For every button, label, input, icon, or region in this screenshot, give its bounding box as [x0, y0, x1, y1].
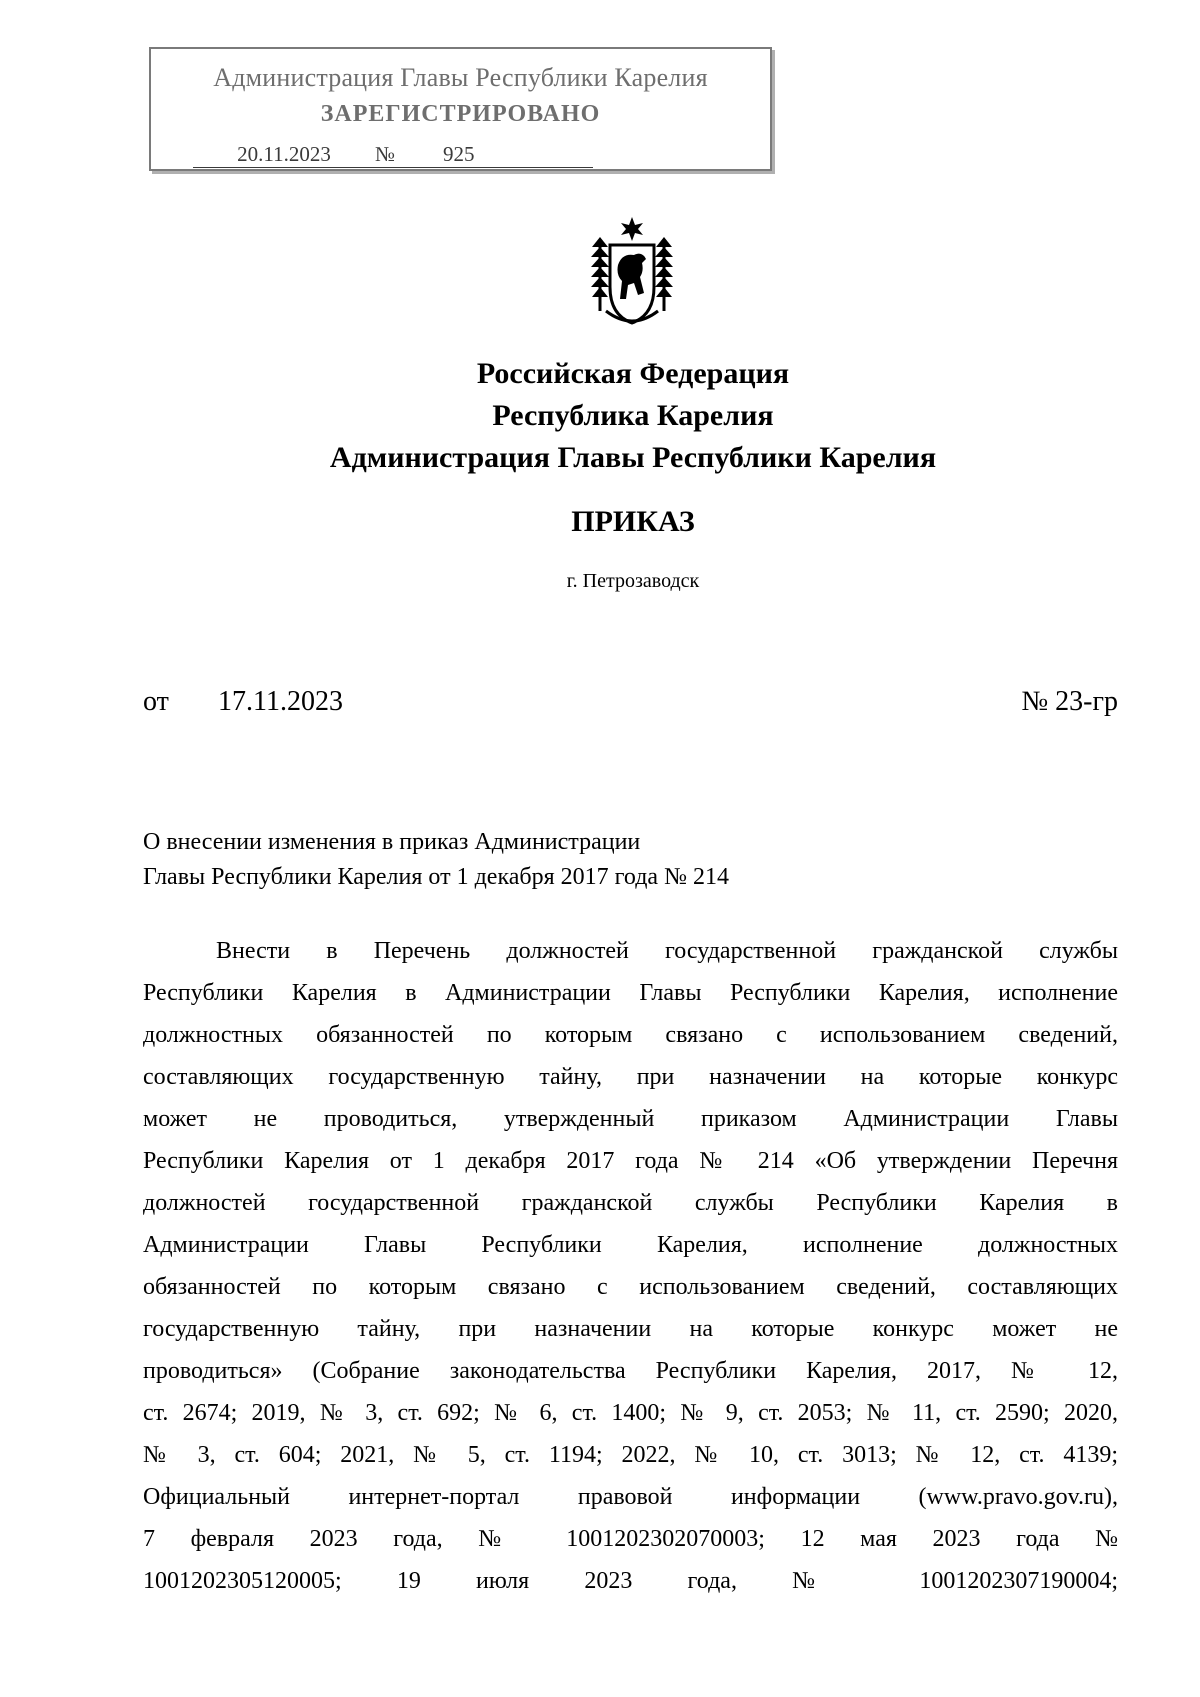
subject-line: Главы Республики Карелия от 1 декабря 2017 года № 214 [143, 864, 729, 890]
order-number: № 23-гр [1021, 686, 1118, 717]
stamp-registration-line [193, 142, 593, 168]
body-line: Администрации Главы Республики Карелия, исполнение должностных [143, 1232, 1118, 1258]
header-country: Российская Федерация [476, 357, 790, 390]
body-line: 1001202305120005; 19 июля 2023 года, № 1001202307190004; [143, 1568, 1118, 1594]
order-body [143, 930, 1118, 1602]
stamp-date: 20.11.2023 [193, 142, 375, 168]
body-line: может не проводиться, утвержденный приказом Администрации Главы [143, 1106, 1118, 1132]
stamp-organization: Администрация Главы Республики Карелия [213, 63, 708, 92]
body-line: Внести в Перечень должностей государственной гражданской службы [216, 938, 1118, 964]
body-line: составляющих государственную тайну, при назначении на которые конкурс [143, 1064, 1118, 1090]
document-type: ПРИКАЗ [571, 505, 695, 538]
body-line: должностных обязанностей по которым связано с использованием сведений, [143, 1022, 1118, 1048]
body-line: должностей государственной гражданской службы Республики Карелия в [143, 1190, 1118, 1216]
body-line: Республики Карелия от 1 декабря 2017 года № 214 «Об утверждении Перечня [143, 1148, 1118, 1174]
body-line: государственную тайну, при назначении на которые конкурс может не [143, 1316, 1118, 1342]
coat-of-arms-icon [586, 215, 678, 327]
order-details [143, 686, 1118, 726]
stamp-number: 925 [403, 142, 593, 168]
registration-stamp [149, 47, 772, 171]
body-line: проводиться» (Собрание законодательства Республики Карелия, 2017, № 12, [143, 1358, 1118, 1384]
order-from-label: от [143, 686, 169, 717]
body-line: № 3, ст. 604; 2021, № 5, ст. 1194; 2022, № 10, ст. 3013; № 12, ст. 4139; [143, 1442, 1118, 1468]
body-line: ст. 2674; 2019, № 3, ст. 692; № 6, ст. 1400; № 9, ст. 2053; № 11, ст. 2590; 2020, [143, 1400, 1118, 1426]
stamp-status: ЗАРЕГИСТРИРОВАНО [320, 101, 601, 127]
order-date: 17.11.2023 [218, 686, 343, 717]
header-administration: Администрация Главы Республики Карелия [329, 441, 937, 474]
stamp-number-sign: № [375, 142, 403, 168]
body-line: Республики Карелия в Администрации Главы Республики Карелия, исполнение [143, 980, 1118, 1006]
body-line: обязанностей по которым связано с использованием сведений, составляющих [143, 1274, 1118, 1300]
body-line: 7 февраля 2023 года, № 1001202302070003; 12 мая 2023 года № [143, 1526, 1118, 1552]
header-republic: Республика Карелия [492, 399, 774, 432]
document-city: г. Петрозаводск [566, 570, 700, 592]
body-line: Официальный интернет-портал правовой информации (www.pravo.gov.ru), [143, 1484, 1118, 1510]
order-subject [143, 825, 729, 895]
subject-line: О внесении изменения в приказ Администрации [143, 829, 641, 855]
